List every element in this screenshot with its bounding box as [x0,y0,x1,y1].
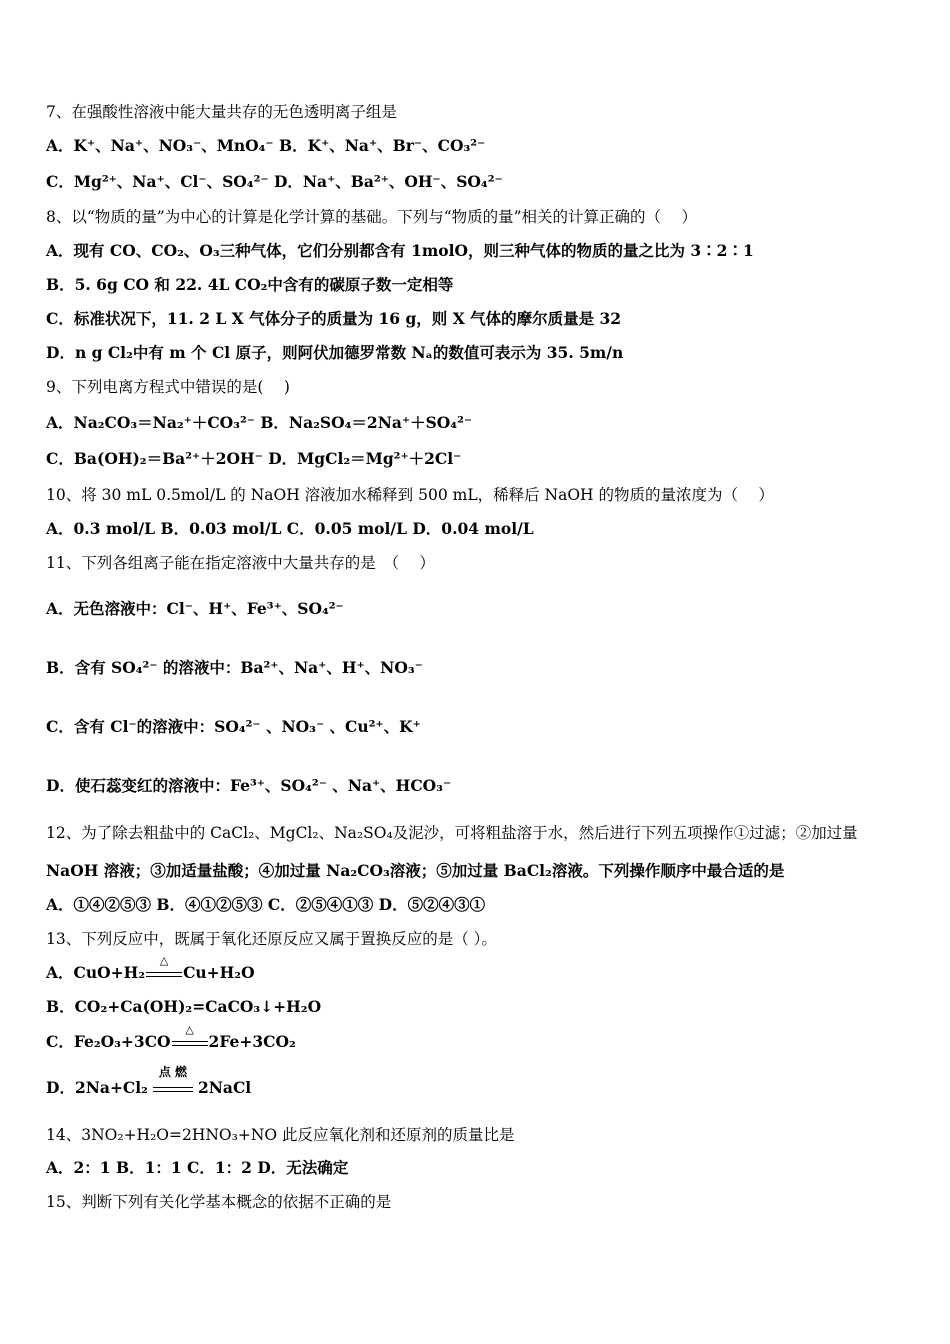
q8-option-d: D．n g Cl₂中有 m 个 Cl 原子，则阿伏加德罗常数 Nₐ的数值可表示为 35. 5m/n [46,343,624,362]
q7-options-ab: A．K⁺、Na⁺、NO₃⁻、MnO₄⁻ B．K⁺、Na⁺、Br⁻、CO₃²⁻ [46,136,486,155]
q12-stem-line2: NaOH 溶液；③加适量盐酸；④加过量 Na₂CO₃溶液；⑤加过量 BaCl₂溶液。下列操作顺序中最合适的是 [46,861,785,880]
q9-stem: 9、下列电离方程式中错误的是( ) [46,378,290,396]
eq-d-left: D．2Na+Cl₂ [46,1078,148,1097]
q13-stem: 13、下列反应中，既属于氧化还原反应又属于置换反应的是（ ）。 [46,930,497,948]
q11-option-c: C．含有 Cl⁻的溶液中：SO₄²⁻ 、NO₃⁻ 、Cu²⁺、K⁺ [46,717,421,736]
q7-options-cd: C．Mg²⁺、Na⁺、Cl⁻、SO₄²⁻ D．Na⁺、Ba²⁺、OH⁻、SO₄²⁻ [46,172,503,191]
eq-d-right: 2NaCl [197,1078,252,1097]
eq-a-arrow [145,954,183,983]
eq-c-right: 2Fe+3CO₂ [208,1032,296,1051]
q12-stem-line1: 12、为了除去粗盐中的 CaCl₂、MgCl₂、Na₂SO₄及泥沙，可将粗盐溶于水，然后进行下列五项操作①过滤；②加过量 [46,824,858,842]
eq-a-right: Cu+H₂O [183,963,255,982]
heat-condition: △ [185,1023,194,1036]
q11-stem: 11、下列各组离子能在指定溶液中大量共存的是 （ ） [46,554,435,572]
eq-a-left: A．CuO+H₂ [46,963,146,982]
q13-option-d [46,1065,252,1098]
q8-stem: 8、以“物质的量”为中心的计算是化学计算的基础。下列与“物质的量”相关的计算正确的（ ） [46,208,697,226]
q10-stem: 10、将 30 mL 0.5mol/L 的 NaOH 溶液加水稀释到 500 mL，稀释后 NaOH 的物质的量浓度为（ ） [46,486,774,504]
q10-options: A．0.3 mol/L B．0.03 mol/L C．0.05 mol/L D．0.04 mol/L [46,519,534,538]
heat-condition: △ [159,954,169,967]
q14-options: A．2：1 B．1：1 C．1：2 D．无法确定 [46,1158,349,1177]
q11-option-a: A．无色溶液中：Cl⁻、H⁺、Fe³⁺、SO₄²⁻ [46,599,344,618]
q8-option-c: C．标准状况下，11. 2 L X 气体分子的质量为 16 g，则 X 气体的摩尔质量是 32 [46,309,622,328]
q9-options-ab: A．Na₂CO₃＝Na₂⁺＋CO₃²⁻ B．Na₂SO₄＝2Na⁺＋SO₄²⁻ [46,413,473,432]
q14-stem: 14、3NO₂+H₂O=2HNO₃+NO 此反应氧化剂和还原剂的质量比是 [46,1126,515,1144]
q8-option-b: B．5. 6g CO 和 22. 4L CO₂中含有的碳原子数一定相等 [46,275,454,294]
q11-option-b: B．含有 SO₄²⁻ 的溶液中：Ba²⁺、Na⁺、H⁺、NO₃⁻ [46,658,423,677]
q13-option-b: B．CO₂+Ca(OH)₂=CaCO₃↓+H₂O [46,997,322,1016]
q15-stem: 15、判断下列有关化学基本概念的依据不正确的是 [46,1193,392,1211]
ignite-condition: 点 燃 [158,1065,188,1079]
q7-stem: 7、在强酸性溶液中能大量共存的无色透明离子组是 [46,103,397,121]
q13-option-c [46,1023,296,1052]
eq-d-arrow [152,1065,194,1098]
q9-options-cd: C．Ba(OH)₂＝Ba²⁺＋2OH⁻ D．MgCl₂＝Mg²⁺＋2Cl⁻ [46,449,462,468]
q12-options: A．①④②⑤③ B．④①②⑤③ C．②⑤④①③ D．⑤②④③① [46,895,486,914]
eq-c-arrow [171,1023,209,1052]
q13-option-a [46,954,255,983]
eq-c-left: C．Fe₂O₃+3CO [46,1032,171,1051]
q8-option-a: A．现有 CO、CO₂、O₃三种气体，它们分别都含有 1molO，则三种气体的物质的量之比为 3∶2∶1 [46,241,754,260]
q11-option-d: D．使石蕊变红的溶液中：Fe³⁺、SO₄²⁻ 、Na⁺、HCO₃⁻ [46,776,452,795]
